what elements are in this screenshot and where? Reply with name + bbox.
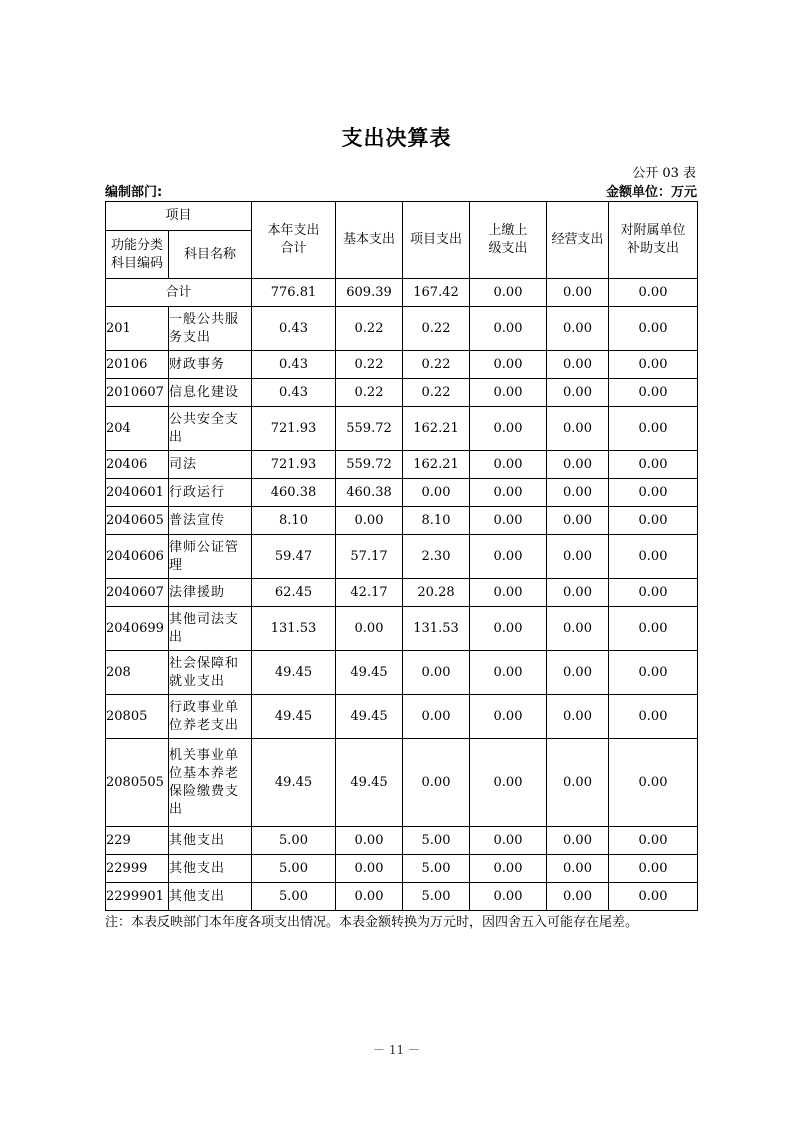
amount-cell: 0.43 — [252, 307, 336, 351]
amount-cell: 5.00 — [403, 883, 470, 911]
header-subsidy: 对附属单位 补助支出 — [609, 202, 698, 279]
amount-cell: 0.00 — [470, 407, 547, 451]
amount-cell: 0.22 — [336, 351, 403, 379]
amount-cell: 0.00 — [470, 651, 547, 695]
amount-cell: 0.00 — [609, 607, 698, 651]
amount-cell: 0.00 — [547, 351, 609, 379]
form-code: 公开 03 表 — [632, 166, 696, 181]
subject-code: 2299901 — [106, 883, 169, 911]
amount-cell: 62.45 — [252, 579, 336, 607]
amount-cell: 0.00 — [547, 827, 609, 855]
amount-cell: 0.00 — [470, 307, 547, 351]
header-operating: 经营支出 — [547, 202, 609, 279]
amount-cell: 0.00 — [470, 607, 547, 651]
amount-cell: 721.93 — [252, 451, 336, 479]
table-row — [106, 855, 698, 883]
subject-name — [169, 451, 252, 479]
subject-name — [169, 351, 252, 379]
amount-cell: 0.00 — [547, 507, 609, 535]
amount-cell: 0.00 — [470, 479, 547, 507]
subject-name-line: 其他司法支 — [169, 611, 240, 627]
header-project-exp: 项目支出 — [403, 202, 470, 279]
amount-cell: 0.00 — [470, 451, 547, 479]
amount-cell: 0.00 — [403, 739, 470, 827]
amount-cell: 0.00 — [609, 855, 698, 883]
amount-cell: 0.00 — [609, 579, 698, 607]
subject-code: 2040606 — [106, 535, 169, 579]
subject-code: 229 — [106, 827, 169, 855]
amount-cell: 0.22 — [403, 307, 470, 351]
subject-name-line: 律师公证管 — [169, 539, 240, 555]
amount-cell: 8.10 — [252, 507, 336, 535]
subject-name-line: 出 — [169, 801, 184, 817]
subject-name — [169, 479, 252, 507]
subject-name-line: 位养老支出 — [169, 717, 240, 733]
table-row — [106, 479, 698, 507]
subject-code: 2080505 — [106, 739, 169, 827]
subject-name-line: 公共安全支 — [169, 411, 240, 427]
amount-cell: 0.00 — [609, 651, 698, 695]
amount-cell: 162.21 — [403, 407, 470, 451]
amount-cell: 0.00 — [547, 855, 609, 883]
subject-name-line: 务支出 — [169, 329, 212, 345]
table-row — [106, 883, 698, 911]
amount-cell: 0.00 — [470, 379, 547, 407]
table-row — [106, 739, 698, 827]
amount-cell: 0.00 — [470, 351, 547, 379]
amount-cell: 0.00 — [609, 407, 698, 451]
page-title: 支出决算表 — [341, 126, 452, 150]
table-row — [106, 507, 698, 535]
amount-cell: 131.53 — [252, 607, 336, 651]
amount-cell: 0.00 — [336, 827, 403, 855]
subject-code: 2040607 — [106, 579, 169, 607]
amount-cell: 49.45 — [252, 695, 336, 739]
subject-name-line: 信息化建设 — [169, 384, 240, 400]
table-row — [106, 607, 698, 651]
amount-cell: 0.43 — [252, 379, 336, 407]
subject-name — [169, 407, 252, 451]
header-total: 本年支出 合计 — [252, 202, 336, 279]
amount-cell: 460.38 — [336, 479, 403, 507]
amount-cell: 0.00 — [547, 579, 609, 607]
amount-cell: 0.00 — [609, 695, 698, 739]
subject-code: 2040699 — [106, 607, 169, 651]
subject-code: 201 — [106, 307, 169, 351]
subject-name-line: 财政事务 — [169, 356, 226, 372]
subject-code: 204 — [106, 407, 169, 451]
table-row — [106, 651, 698, 695]
amount-cell: 0.00 — [609, 883, 698, 911]
amount-cell: 0.00 — [336, 883, 403, 911]
subject-name — [169, 507, 252, 535]
amount-cell: 0.00 — [470, 827, 547, 855]
table-row — [106, 451, 698, 479]
amount-cell: 0.00 — [547, 479, 609, 507]
amount-cell: 0.22 — [403, 379, 470, 407]
amount-cell: 131.53 — [403, 607, 470, 651]
amount-cell: 5.00 — [252, 883, 336, 911]
subject-name-line: 其他支出 — [169, 832, 226, 848]
subject-name — [169, 607, 252, 651]
amount-cell: 0.22 — [403, 351, 470, 379]
amount-cell: 0.00 — [547, 695, 609, 739]
amount-cell: 0.00 — [609, 307, 698, 351]
subject-name — [169, 695, 252, 739]
subject-name-line: 司法 — [169, 456, 198, 472]
subject-name-line: 机关事业单 — [169, 747, 240, 763]
footnote: 注：本表反映部门本年度各项支出情况。本表金额转换为万元时，因四舍五入可能存在尾差。 — [105, 915, 639, 930]
amount-cell: 0.00 — [336, 507, 403, 535]
amount-cell: 0.00 — [470, 507, 547, 535]
subject-name-line: 其他支出 — [169, 860, 226, 876]
subject-name-line: 行政运行 — [169, 484, 226, 500]
amount-cell: 0.00 — [336, 855, 403, 883]
page-number: － 11 － — [373, 1043, 420, 1057]
table-row — [106, 579, 698, 607]
subject-code: 2010607 — [106, 379, 169, 407]
subject-code: 208 — [106, 651, 169, 695]
table-row — [106, 379, 698, 407]
amount-cell: 0.00 — [609, 827, 698, 855]
amount-cell: 0.22 — [336, 307, 403, 351]
subject-name — [169, 579, 252, 607]
amount-cell: 0.00 — [403, 479, 470, 507]
subject-name — [169, 827, 252, 855]
amount-cell: 559.72 — [336, 407, 403, 451]
amount-cell: 0.00 — [403, 651, 470, 695]
subject-code: 2040601 — [106, 479, 169, 507]
amount-cell: 0.00 — [470, 535, 547, 579]
table-row — [106, 407, 698, 451]
header-name: 科目名称 — [169, 231, 252, 279]
subject-code: 20106 — [106, 351, 169, 379]
amount-cell: 59.47 — [252, 535, 336, 579]
amount-cell: 0.00 — [470, 695, 547, 739]
subject-code: 2040605 — [106, 507, 169, 535]
amount-cell: 0.00 — [609, 451, 698, 479]
subject-name — [169, 739, 252, 827]
amount-cell: 0.00 — [547, 739, 609, 827]
subject-name-line: 出 — [169, 429, 184, 445]
subject-name-line: 就业支出 — [169, 673, 226, 689]
amount-cell: 0.00 — [547, 607, 609, 651]
amount-cell: 0.00 — [336, 607, 403, 651]
department-label: 编制部门: — [105, 185, 163, 200]
amount-cell: 0.00 — [609, 535, 698, 579]
amount-cell: 0.00 — [547, 379, 609, 407]
amount-cell: 42.17 — [336, 579, 403, 607]
total-row — [106, 279, 698, 307]
amount-cell: 0.00 — [470, 883, 547, 911]
subject-code: 22999 — [106, 855, 169, 883]
table-row — [106, 351, 698, 379]
subject-name — [169, 883, 252, 911]
amount-cell: 0.00 — [609, 351, 698, 379]
amount-cell: 721.93 — [252, 407, 336, 451]
unit-label: 金额单位：万元 — [605, 185, 697, 200]
total-value: 0.00 — [609, 279, 698, 307]
subject-name-line: 法律援助 — [169, 584, 226, 600]
amount-cell: 460.38 — [252, 479, 336, 507]
amount-cell: 49.45 — [336, 695, 403, 739]
total-value: 609.39 — [336, 279, 403, 307]
amount-cell: 49.45 — [336, 651, 403, 695]
header-upper: 上缴上 级支出 — [470, 202, 547, 279]
subject-name — [169, 535, 252, 579]
total-value: 0.00 — [547, 279, 609, 307]
amount-cell: 0.43 — [252, 351, 336, 379]
amount-cell: 0.00 — [403, 695, 470, 739]
expenditure-table — [105, 201, 698, 911]
subject-name-line: 出 — [169, 629, 184, 645]
amount-cell: 49.45 — [336, 739, 403, 827]
amount-cell: 0.00 — [470, 579, 547, 607]
table-row — [106, 695, 698, 739]
amount-cell: 2.30 — [403, 535, 470, 579]
amount-cell: 49.45 — [252, 651, 336, 695]
subject-name-line: 行政事业单 — [169, 699, 240, 715]
amount-cell: 49.45 — [252, 739, 336, 827]
amount-cell: 0.00 — [547, 451, 609, 479]
amount-cell: 5.00 — [403, 855, 470, 883]
total-value: 167.42 — [403, 279, 470, 307]
amount-cell: 57.17 — [336, 535, 403, 579]
amount-cell: 0.00 — [609, 739, 698, 827]
amount-cell: 5.00 — [403, 827, 470, 855]
amount-cell: 0.00 — [547, 407, 609, 451]
amount-cell: 0.00 — [547, 307, 609, 351]
total-label: 合计 — [106, 279, 252, 307]
subject-name-line: 普法宣传 — [169, 512, 226, 528]
amount-cell: 5.00 — [252, 855, 336, 883]
subject-name-line: 其他支出 — [169, 888, 226, 904]
subject-code: 20406 — [106, 451, 169, 479]
amount-cell: 8.10 — [403, 507, 470, 535]
amount-cell: 20.28 — [403, 579, 470, 607]
table-row — [106, 307, 698, 351]
amount-cell: 0.00 — [547, 883, 609, 911]
amount-cell: 0.00 — [609, 479, 698, 507]
header-code: 功能分类 科目编码 — [106, 231, 169, 279]
header-basic: 基本支出 — [336, 202, 403, 279]
total-value: 776.81 — [252, 279, 336, 307]
amount-cell: 559.72 — [336, 451, 403, 479]
subject-name-line: 社会保障和 — [169, 655, 240, 671]
subject-name-line: 理 — [169, 557, 184, 573]
subject-name — [169, 855, 252, 883]
amount-cell: 0.22 — [336, 379, 403, 407]
amount-cell: 0.00 — [547, 651, 609, 695]
subject-name-line: 一般公共服 — [169, 311, 240, 327]
subject-name-line: 保险缴费支 — [169, 783, 240, 799]
table-row — [106, 827, 698, 855]
header-project: 项目 — [106, 202, 252, 231]
subject-name — [169, 379, 252, 407]
subject-name — [169, 651, 252, 695]
amount-cell: 0.00 — [609, 507, 698, 535]
table-row — [106, 535, 698, 579]
subject-code: 20805 — [106, 695, 169, 739]
amount-cell: 0.00 — [470, 855, 547, 883]
subject-name — [169, 307, 252, 351]
amount-cell: 0.00 — [547, 535, 609, 579]
amount-cell: 0.00 — [609, 379, 698, 407]
amount-cell: 162.21 — [403, 451, 470, 479]
amount-cell: 5.00 — [252, 827, 336, 855]
subject-name-line: 位基本养老 — [169, 765, 240, 781]
amount-cell: 0.00 — [470, 739, 547, 827]
total-value: 0.00 — [470, 279, 547, 307]
